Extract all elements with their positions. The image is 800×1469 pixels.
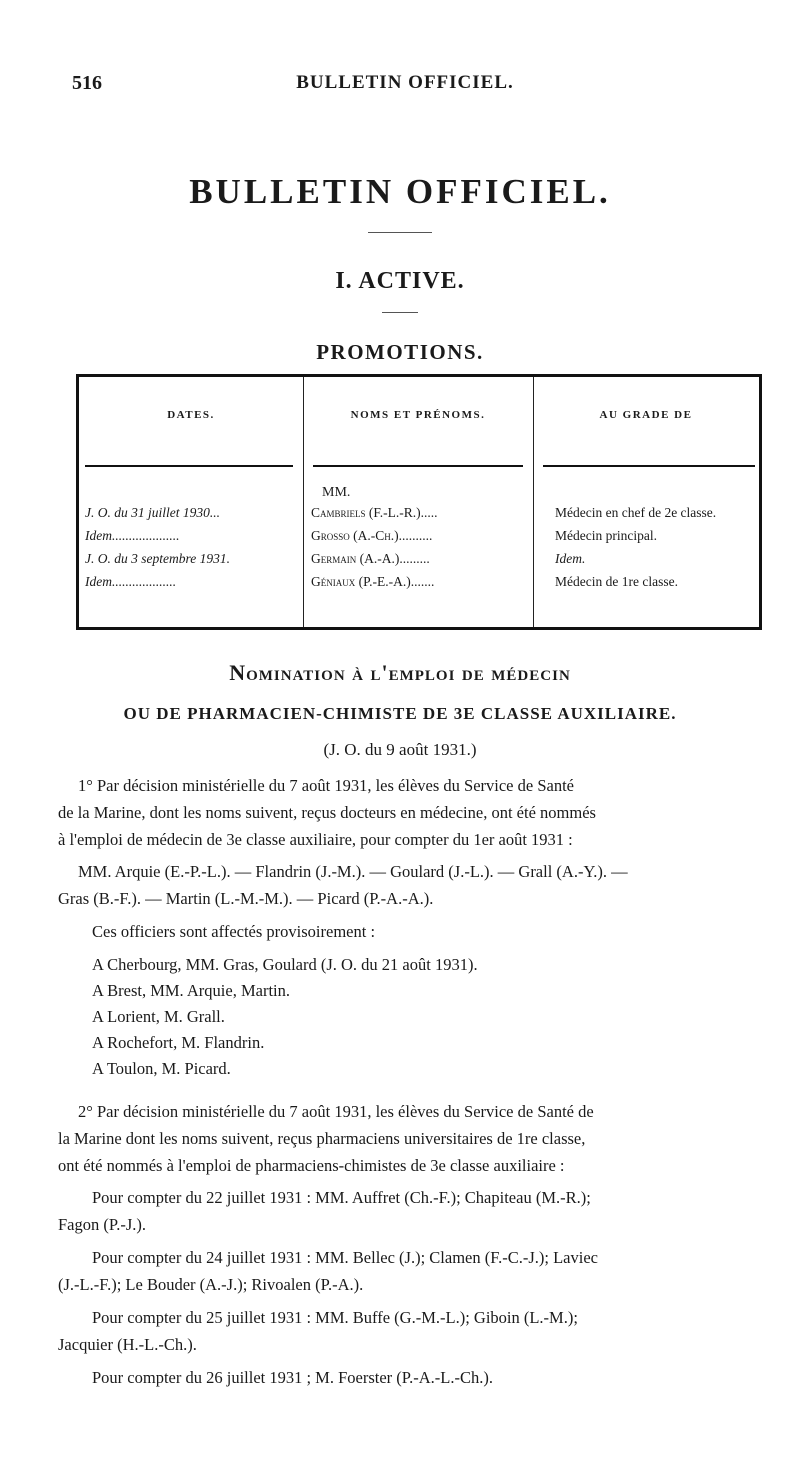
table-row-name: Géniaux (P.-E.-A.)....... [311,574,435,589]
paragraph-line: Pour compter du 25 juillet 1931 : MM. Buffe (G.-M.-L.); Giboin (L.-M.); [92,1308,578,1327]
affectation-line: A Toulon, M. Picard. [92,1059,231,1078]
table-row-grade: Médecin principal. [555,528,657,543]
section-title: I. ACTIVE. [335,268,465,294]
affectation-line: A Lorient, M. Grall. [92,1007,225,1026]
paragraph-line: Pour compter du 22 juillet 1931 : MM. Auffret (Ch.-F.); Chapiteau (M.-R.); [92,1188,591,1207]
column-header-grade: AU GRADE DE [599,409,693,421]
paragraph-line: Pour compter du 24 juillet 1931 : MM. Bellec (J.); Clamen (F.-C.-J.); Laviec [92,1248,598,1267]
page-number: 516 [72,72,102,94]
table-row-date: Idem................... [85,574,177,589]
nomination-subtitle: OU DE PHARMACIEN-CHIMISTE DE 3E CLASSE AUXILIAIRE. [123,704,677,723]
table-row-date: J. O. du 3 septembre 1931. [85,551,230,566]
column-header-names: NOMS ET PRÉNOMS. [350,409,486,421]
affectation-line: A Cherbourg, MM. Gras, Goulard (J. O. du 21 août 1931). [92,955,478,974]
table-row-name: Germain (A.-A.)......... [311,551,430,566]
promotions-table [76,374,762,630]
table-row-grade: Médecin en chef de 2e classe. [555,505,717,520]
header-rule [543,465,755,467]
section-rule [382,312,418,313]
table-row-date: J. O. du 31 juillet 1930... [85,505,220,520]
paragraph-line: Fagon (P.-J.). [58,1215,147,1234]
affectation-line: A Rochefort, M. Flandrin. [92,1033,265,1052]
subsection-title: PROMOTIONS. [316,340,484,364]
paragraph-line: MM. Arquie (E.-P.-L.). — Flandrin (J.-M.). — Goulard (J.-L.). — Grall (A.-Y.). — [78,862,628,881]
table-row-name: Cambriels (F.-L.-R.)..... [311,505,438,520]
table-row-date: Idem.................... [85,528,180,543]
main-title: BULLETIN OFFICIEL. [189,172,611,211]
paragraph-line: ont été nommés à l'emploi de pharmaciens-chimistes de 3e classe auxiliaire : [58,1156,565,1175]
column-header-dates: DATES. [167,409,215,421]
paragraph-line: à l'emploi de médecin de 3e classe auxiliaire, pour compter du 1er août 1931 : [58,830,573,849]
affectation-line: A Brest, MM. Arquie, Martin. [92,981,290,1000]
table-row-name: Grosso (A.-Ch.).......... [311,528,433,543]
title-rule [368,232,432,233]
running-title: BULLETIN OFFICIEL. [296,72,514,93]
header-rule [85,465,293,467]
paragraph-line: 1° Par décision ministérielle du 7 août 1931, les élèves du Service de Santé [78,776,574,795]
affectations-intro: Ces officiers sont affectés provisoirement : [92,922,376,941]
nomination-source: (J. O. du 9 août 1931.) [323,740,477,759]
paragraph-line: Pour compter du 26 juillet 1931 ; M. Foerster (P.-A.-L.-Ch.). [92,1368,493,1387]
names-prefix: MM. [322,485,351,500]
paragraph-line: (J.-L.-F.); Le Bouder (A.-J.); Rivoalen (P.-A.). [58,1275,364,1294]
paragraph-line: Jacquier (H.-L.-Ch.). [58,1335,197,1354]
nomination-title: Nomination à l'emploi de médecin [229,660,571,685]
table-row-grade: Idem. [555,551,586,566]
running-header [72,72,738,100]
paragraph-line: Gras (B.-F.). — Martin (L.-M.-M.). — Picard (P.-A.-A.). [58,889,434,908]
paragraph-line: 2° Par décision ministérielle du 7 août 1931, les élèves du Service de Santé de [78,1102,594,1121]
paragraph-line: la Marine dont les noms suivent, reçus pharmaciens universitaires de 1re classe, [58,1129,586,1148]
paragraph-line: de la Marine, dont les noms suivent, reçus docteurs en médecine, ont été nommés [58,803,596,822]
table-row-grade: Médecin de 1re classe. [555,574,678,589]
header-rule [313,465,523,467]
